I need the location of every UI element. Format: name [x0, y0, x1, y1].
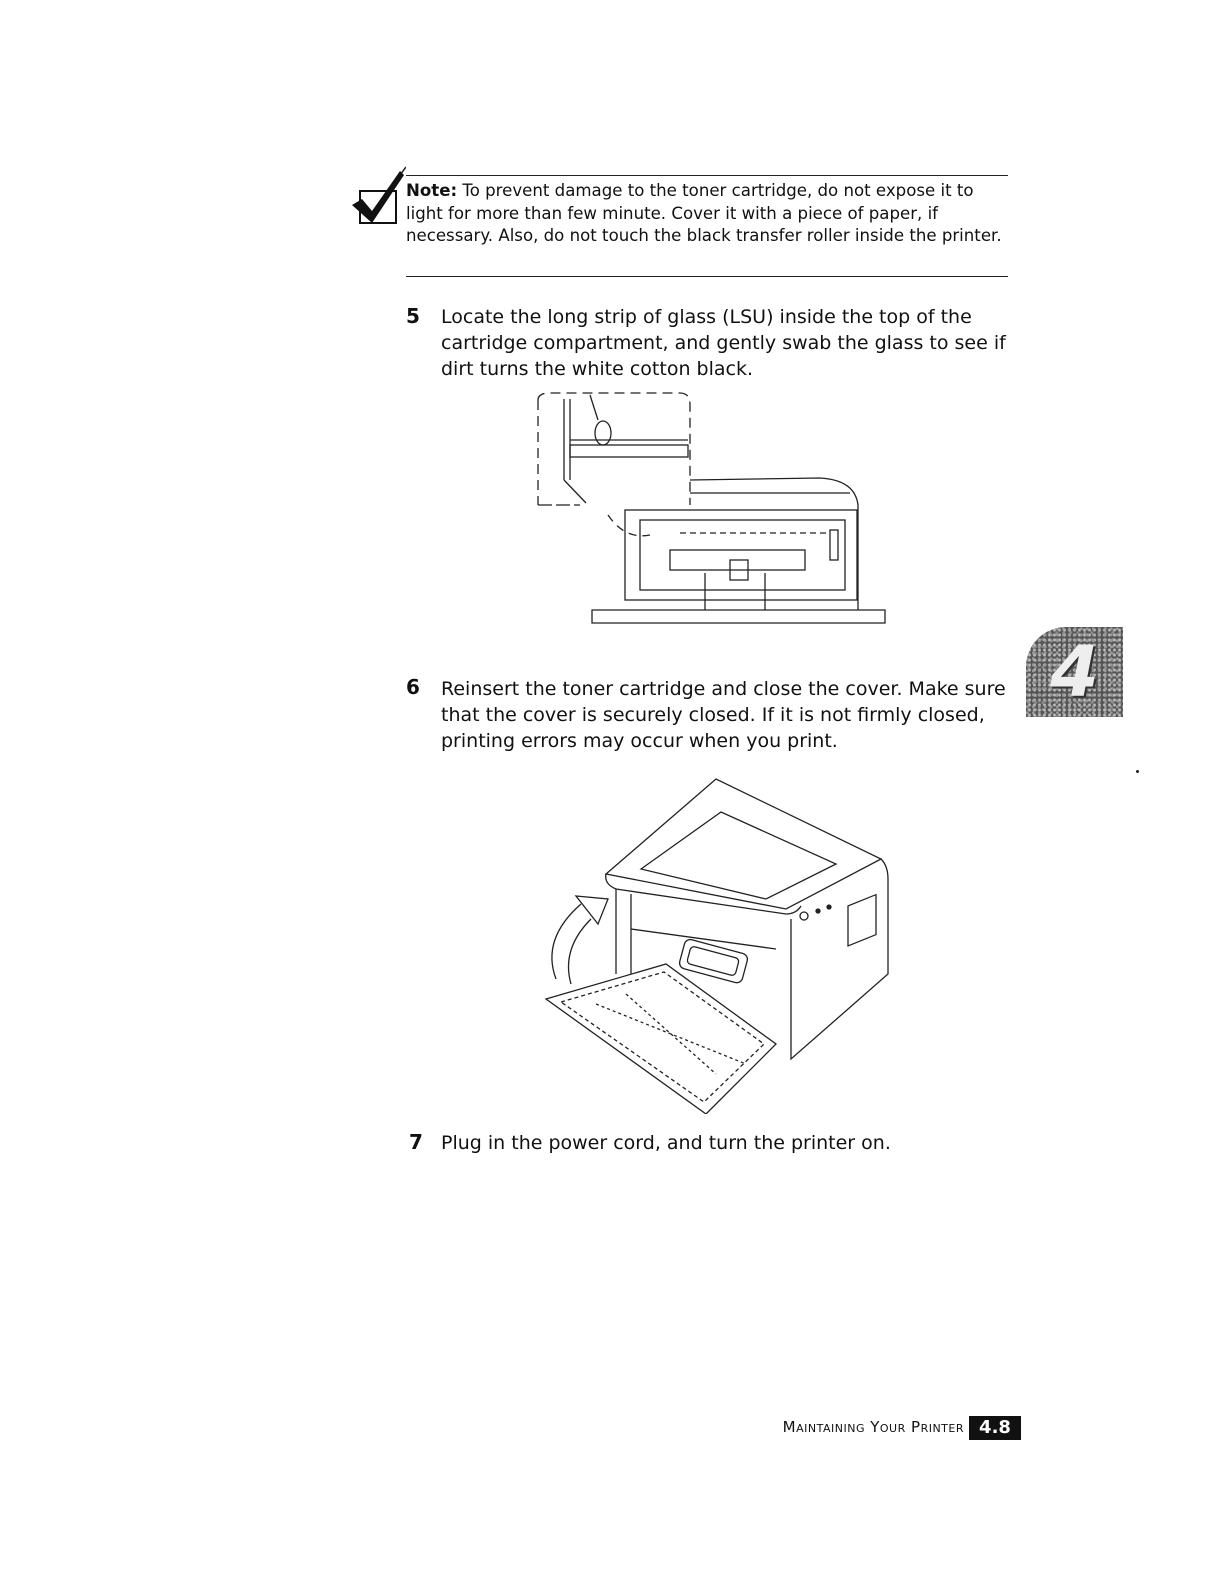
lsu-cleaning-illustration [530, 385, 892, 625]
chapter-number: 4 [1050, 631, 1099, 713]
note-top-rule [406, 175, 1008, 176]
note-bottom-rule [406, 276, 1008, 277]
page-number-badge: 4.8 [969, 1416, 1021, 1440]
note-box [406, 180, 1010, 248]
stray-mark [1136, 770, 1139, 773]
step-6-number: 6 [406, 675, 420, 699]
step-7-number: 7 [409, 1130, 423, 1154]
note-label: Note: [406, 181, 458, 200]
step-5-text: Locate the long strip of glass (LSU) inside the top of the cartridge compartment, and gently swab the glass to see if dirt turns the white cotton black. [441, 306, 1006, 380]
step-6-text: Reinsert the toner cartridge and close the cover. Make sure that the cover is securely closed. If it is not firmly closed, printing errors may occur when you print. [441, 678, 1006, 752]
note-text: To prevent damage to the toner cartridge, do not expose it to light for more than few minute. Cover it with a piece of paper, if necessary. Also, do not touch the black transfer roller inside the printer. [406, 181, 1002, 245]
step-7-text: Plug in the power cord, and turn the printer on. [441, 1132, 891, 1154]
checkmark-icon [350, 165, 406, 225]
footer-section-title: Maintaining Your Printer [782, 1418, 964, 1436]
step-5-number: 5 [406, 304, 420, 328]
close-cover-illustration [536, 774, 892, 1114]
